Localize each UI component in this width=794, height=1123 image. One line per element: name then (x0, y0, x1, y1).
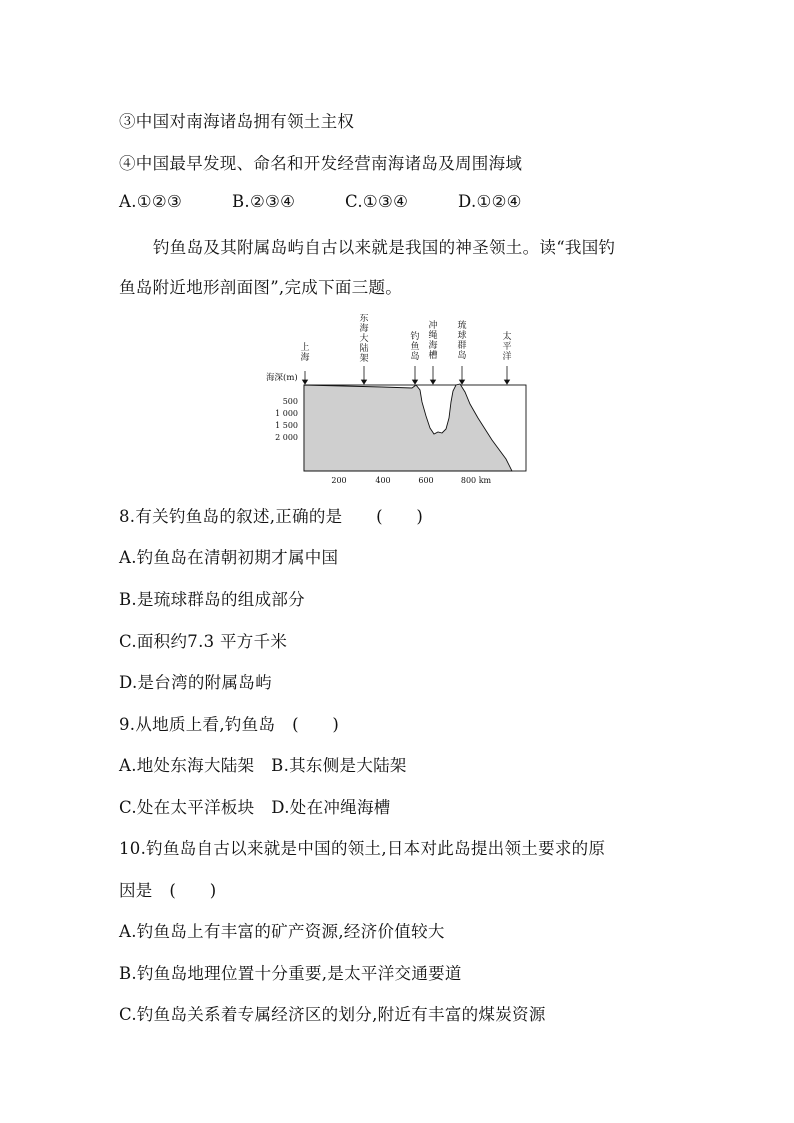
x-tick-400: 400 (375, 476, 391, 485)
statement-4: ④中国最早发现、命名和开发经营南海诸岛及周围海域 (119, 154, 523, 173)
option-d: D.①②④ (458, 192, 522, 211)
q8-option-d: D.是台湾的附属岛屿 (119, 673, 272, 692)
svg-text:钓鱼岛: 钓鱼岛 (410, 332, 420, 362)
y-tick-2000: 2 000 (275, 433, 298, 442)
y-axis-title: 海深(m) (266, 373, 298, 383)
label-okinawa-trough (428, 319, 437, 361)
q10-stem-line-1: 10.钓鱼岛自古以来就是中国的领土,日本对此岛提出领土要求的原 (119, 839, 606, 858)
q9-options-cd: C.处在太平洋板块 D.处在冲绳海槽 (119, 798, 391, 817)
q10-option-b: B.钓鱼岛地理位置十分重要,是太平洋交通要道 (119, 964, 462, 983)
seabed-profile (304, 384, 512, 471)
q9-options-ab: A.地处东海大陆架 B.其东侧是大陆架 (119, 756, 407, 775)
q10-stem-line-2: 因是 ( ) (119, 881, 217, 900)
svg-text:琉球群岛: 琉球群岛 (457, 321, 467, 361)
option-a: A.①②③ (119, 192, 183, 211)
label-shanghai (300, 341, 309, 363)
statement-3: ③中国对南海诸岛拥有领土主权 (119, 112, 355, 131)
q8-option-a: A.钓鱼岛在清朝初期才属中国 (119, 548, 339, 567)
q8-stem: 8.有关钓鱼岛的叙述,正确的是 ( ) (119, 507, 424, 526)
x-tick-800: 800 km (460, 476, 492, 485)
svg-text:太平洋: 太平洋 (502, 332, 512, 362)
q8-option-b: B.是琉球群岛的组成部分 (119, 590, 305, 609)
intro-line-1: 钓鱼岛及其附属岛屿自古以来就是我国的神圣领土。读“我国钓 (153, 238, 616, 257)
label-pacific (502, 330, 511, 362)
option-c: C.①③④ (345, 192, 409, 211)
svg-text:上海: 上海 (300, 343, 310, 363)
q10-option-a: A.钓鱼岛上有丰富的矿产资源,经济价值较大 (119, 922, 445, 941)
x-tick-200: 200 (331, 476, 347, 485)
svg-text:东海大陆架: 东海大陆架 (359, 314, 369, 364)
y-tick-1000: 1 000 (275, 409, 298, 418)
profile-figure (262, 314, 532, 489)
label-donghai-shelf (359, 314, 368, 364)
label-diaoyu-island (410, 330, 419, 362)
y-tick-1500: 1 500 (275, 421, 298, 430)
option-b: B.②③④ (232, 192, 296, 211)
q9-stem: 9.从地质上看,钓鱼岛 ( ) (119, 715, 340, 734)
label-ryukyu-islands (457, 319, 466, 361)
q10-option-c: C.钓鱼岛关系着专属经济区的划分,附近有丰富的煤炭资源 (119, 1005, 546, 1024)
answer-options (119, 192, 571, 211)
x-tick-600: 600 (418, 476, 434, 485)
y-tick-500: 500 (282, 397, 298, 406)
svg-text:冲绳海槽: 冲绳海槽 (428, 321, 438, 361)
intro-line-2: 鱼岛附近地形剖面图”,完成下面三题。 (119, 278, 403, 297)
q8-option-c: C.面积约7.3 平方千米 (119, 632, 288, 651)
